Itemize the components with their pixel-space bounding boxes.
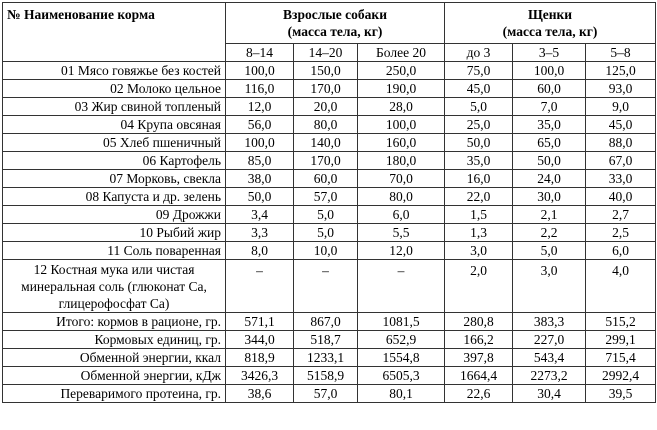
value-cell: 57,0 bbox=[294, 188, 358, 206]
totals-row bbox=[3, 313, 656, 331]
value-cell: 5,0 bbox=[294, 206, 358, 224]
name-column-header: № Наименование корма bbox=[3, 3, 226, 62]
feed-name-cell: Обменной энергии, кДж bbox=[3, 367, 226, 385]
feed-ration-table bbox=[2, 2, 656, 403]
value-cell: 30,4 bbox=[513, 385, 586, 403]
value-cell: 50,0 bbox=[226, 188, 294, 206]
value-cell: 16,0 bbox=[445, 170, 513, 188]
totals-row bbox=[3, 349, 656, 367]
table-row bbox=[3, 206, 656, 224]
value-cell: 250,0 bbox=[358, 62, 445, 80]
value-cell: 190,0 bbox=[358, 80, 445, 98]
value-cell: 50,0 bbox=[445, 134, 513, 152]
value-cell: 571,1 bbox=[226, 313, 294, 331]
value-cell: 1081,5 bbox=[358, 313, 445, 331]
feed-name-cell: 09 Дрожжи bbox=[3, 206, 226, 224]
feed-name-cell: 03 Жир свиной топленый bbox=[3, 98, 226, 116]
table-row bbox=[3, 62, 656, 80]
value-cell: 8,0 bbox=[226, 242, 294, 260]
value-cell: – bbox=[226, 260, 294, 313]
value-cell: 38,6 bbox=[226, 385, 294, 403]
value-cell: 24,0 bbox=[513, 170, 586, 188]
value-cell: 40,0 bbox=[586, 188, 656, 206]
value-cell: 166,2 bbox=[445, 331, 513, 349]
value-cell: 299,1 bbox=[586, 331, 656, 349]
value-cell: 5,0 bbox=[294, 224, 358, 242]
weight-range-header: 3–5 bbox=[513, 44, 586, 62]
value-cell: 1554,8 bbox=[358, 349, 445, 367]
value-cell: 280,8 bbox=[445, 313, 513, 331]
value-cell: 383,3 bbox=[513, 313, 586, 331]
value-cell: 3426,3 bbox=[226, 367, 294, 385]
value-cell: 67,0 bbox=[586, 152, 656, 170]
value-cell: 2992,4 bbox=[586, 367, 656, 385]
feed-name-cell: Кормовых единиц, гр. bbox=[3, 331, 226, 349]
value-cell: – bbox=[358, 260, 445, 313]
table-row bbox=[3, 170, 656, 188]
value-cell: 88,0 bbox=[586, 134, 656, 152]
puppies-header: Щенки (масса тела, кг) bbox=[445, 3, 656, 44]
value-cell: 5,0 bbox=[513, 242, 586, 260]
value-cell: 3,0 bbox=[513, 260, 586, 313]
weight-range-header: Более 20 bbox=[358, 44, 445, 62]
value-cell: 4,0 bbox=[586, 260, 656, 313]
value-cell: 12,0 bbox=[226, 98, 294, 116]
value-cell: 160,0 bbox=[358, 134, 445, 152]
value-cell: 227,0 bbox=[513, 331, 586, 349]
value-cell: 2,2 bbox=[513, 224, 586, 242]
value-cell: 518,7 bbox=[294, 331, 358, 349]
value-cell: 1233,1 bbox=[294, 349, 358, 367]
weight-range-header: 5–8 bbox=[586, 44, 656, 62]
value-cell: 75,0 bbox=[445, 62, 513, 80]
value-cell: 100,0 bbox=[358, 116, 445, 134]
value-cell: 6,0 bbox=[586, 242, 656, 260]
weight-range-header: 8–14 bbox=[226, 44, 294, 62]
feed-name-cell: 06 Картофель bbox=[3, 152, 226, 170]
adult-dogs-header: Взрослые собаки (масса тела, кг) bbox=[226, 3, 445, 44]
value-cell: 3,3 bbox=[226, 224, 294, 242]
feed-name-cell: 07 Морковь, свекла bbox=[3, 170, 226, 188]
value-cell: 85,0 bbox=[226, 152, 294, 170]
value-cell: 35,0 bbox=[513, 116, 586, 134]
value-cell: 65,0 bbox=[513, 134, 586, 152]
weight-range-header: 14–20 bbox=[294, 44, 358, 62]
table-row bbox=[3, 116, 656, 134]
value-cell: 100,0 bbox=[513, 62, 586, 80]
value-cell: 715,4 bbox=[586, 349, 656, 367]
value-cell: 45,0 bbox=[586, 116, 656, 134]
value-cell: 60,0 bbox=[294, 170, 358, 188]
value-cell: 867,0 bbox=[294, 313, 358, 331]
value-cell: 344,0 bbox=[226, 331, 294, 349]
value-cell: 57,0 bbox=[294, 385, 358, 403]
weight-range-header: до 3 bbox=[445, 44, 513, 62]
table-row bbox=[3, 134, 656, 152]
feed-name-cell: 12 Костная мука или чистая минеральная соль (глюконат Ca, глицерофосфат Ca) bbox=[3, 260, 226, 313]
table-row bbox=[3, 260, 656, 313]
value-cell: 2,0 bbox=[445, 260, 513, 313]
table-row bbox=[3, 152, 656, 170]
feed-name-cell: 11 Соль поваренная bbox=[3, 242, 226, 260]
feed-name-cell: 05 Хлеб пшеничный bbox=[3, 134, 226, 152]
value-cell: 22,6 bbox=[445, 385, 513, 403]
feed-name-cell: Итого: кормов в рационе, гр. bbox=[3, 313, 226, 331]
value-cell: 3,0 bbox=[445, 242, 513, 260]
value-cell: 818,9 bbox=[226, 349, 294, 367]
value-cell: 100,0 bbox=[226, 134, 294, 152]
value-cell: 6,0 bbox=[358, 206, 445, 224]
value-cell: 116,0 bbox=[226, 80, 294, 98]
value-cell: 7,0 bbox=[513, 98, 586, 116]
value-cell: 180,0 bbox=[358, 152, 445, 170]
value-cell: 5,0 bbox=[445, 98, 513, 116]
value-cell: 100,0 bbox=[226, 62, 294, 80]
value-cell: 56,0 bbox=[226, 116, 294, 134]
value-cell: 515,2 bbox=[586, 313, 656, 331]
value-cell: 33,0 bbox=[586, 170, 656, 188]
totals-row bbox=[3, 367, 656, 385]
feed-name-cell: 08 Капуста и др. зелень bbox=[3, 188, 226, 206]
value-cell: – bbox=[294, 260, 358, 313]
value-cell: 5,5 bbox=[358, 224, 445, 242]
value-cell: 93,0 bbox=[586, 80, 656, 98]
value-cell: 80,0 bbox=[294, 116, 358, 134]
table-row bbox=[3, 98, 656, 116]
value-cell: 60,0 bbox=[513, 80, 586, 98]
value-cell: 2273,2 bbox=[513, 367, 586, 385]
value-cell: 50,0 bbox=[513, 152, 586, 170]
value-cell: 2,1 bbox=[513, 206, 586, 224]
value-cell: 30,0 bbox=[513, 188, 586, 206]
table-row bbox=[3, 242, 656, 260]
value-cell: 140,0 bbox=[294, 134, 358, 152]
value-cell: 125,0 bbox=[586, 62, 656, 80]
value-cell: 2,7 bbox=[586, 206, 656, 224]
value-cell: 22,0 bbox=[445, 188, 513, 206]
feed-name-cell: 02 Молоко цельное bbox=[3, 80, 226, 98]
value-cell: 170,0 bbox=[294, 152, 358, 170]
totals-row bbox=[3, 331, 656, 349]
value-cell: 25,0 bbox=[445, 116, 513, 134]
feed-name-cell: 04 Крупа овсяная bbox=[3, 116, 226, 134]
table-row bbox=[3, 188, 656, 206]
value-cell: 1664,4 bbox=[445, 367, 513, 385]
value-cell: 170,0 bbox=[294, 80, 358, 98]
value-cell: 3,4 bbox=[226, 206, 294, 224]
value-cell: 10,0 bbox=[294, 242, 358, 260]
value-cell: 6505,3 bbox=[358, 367, 445, 385]
value-cell: 652,9 bbox=[358, 331, 445, 349]
value-cell: 39,5 bbox=[586, 385, 656, 403]
feed-name-cell: 10 Рыбий жир bbox=[3, 224, 226, 242]
value-cell: 397,8 bbox=[445, 349, 513, 367]
value-cell: 38,0 bbox=[226, 170, 294, 188]
value-cell: 5158,9 bbox=[294, 367, 358, 385]
value-cell: 1,3 bbox=[445, 224, 513, 242]
feed-name-cell: Обменной энергии, ккал bbox=[3, 349, 226, 367]
value-cell: 2,5 bbox=[586, 224, 656, 242]
value-cell: 80,0 bbox=[358, 188, 445, 206]
value-cell: 20,0 bbox=[294, 98, 358, 116]
value-cell: 45,0 bbox=[445, 80, 513, 98]
feed-name-cell: Переваримого протеина, гр. bbox=[3, 385, 226, 403]
value-cell: 28,0 bbox=[358, 98, 445, 116]
feed-name-cell: 01 Мясо говяжье без костей bbox=[3, 62, 226, 80]
table-row bbox=[3, 224, 656, 242]
value-cell: 80,1 bbox=[358, 385, 445, 403]
value-cell: 1,5 bbox=[445, 206, 513, 224]
totals-row bbox=[3, 385, 656, 403]
value-cell: 9,0 bbox=[586, 98, 656, 116]
value-cell: 35,0 bbox=[445, 152, 513, 170]
value-cell: 543,4 bbox=[513, 349, 586, 367]
table-row bbox=[3, 80, 656, 98]
value-cell: 150,0 bbox=[294, 62, 358, 80]
value-cell: 70,0 bbox=[358, 170, 445, 188]
value-cell: 12,0 bbox=[358, 242, 445, 260]
